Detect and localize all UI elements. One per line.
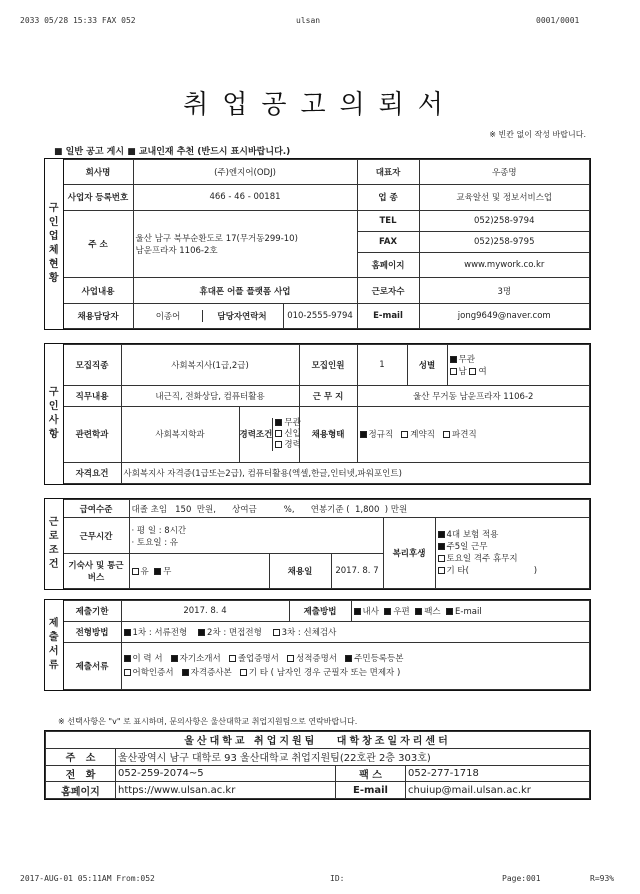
step3-label: 3차 : 신체검사 bbox=[281, 628, 337, 639]
duty-label: 직무내용 bbox=[63, 385, 121, 406]
gender-male-checkbox[interactable] bbox=[450, 368, 457, 375]
center-fax-label: 팩 스 bbox=[336, 765, 406, 782]
doc-other-label: 기 타 ( 남자인 경우 군필자 또는 면제자 ) bbox=[248, 668, 401, 679]
fax-header-center: ulsan bbox=[296, 16, 321, 25]
start-value: 2017. 8. 7 bbox=[331, 553, 383, 588]
docs-label: 제출서류 bbox=[63, 643, 121, 690]
center-email-value[interactable]: chuiup@mail.ulsan.ac.kr bbox=[406, 782, 590, 799]
welfare-other-checkbox[interactable] bbox=[438, 567, 445, 574]
gender-options bbox=[447, 345, 589, 386]
fax-footer-left: 2017-AUG-01 05:11AM From:052 bbox=[20, 874, 155, 883]
exp-career-label: 경력 bbox=[284, 439, 301, 450]
fax-header-right: 0001/0001 bbox=[536, 16, 580, 25]
web-value: www.mywork.co.kr bbox=[419, 253, 589, 278]
hire-label: 채용형태 bbox=[299, 407, 357, 463]
duty-value: 내근직, 전화상담, 컴퓨터활용 bbox=[121, 385, 299, 406]
dorm-no-label: 무 bbox=[163, 566, 172, 577]
hire-regular-label: 정규직 bbox=[368, 430, 394, 441]
gender-any-label: 무관 bbox=[458, 354, 475, 365]
reg-label: 사업자 등록번호 bbox=[63, 185, 133, 210]
work-label: 사업내용 bbox=[63, 278, 133, 303]
hire-contract-checkbox[interactable] bbox=[401, 431, 408, 438]
addr-line1: 울산 남구 북부순환도로 17(무거동299-10) bbox=[135, 233, 298, 244]
tel-value: 052)258-9794 bbox=[419, 210, 589, 231]
method-email-label: E-mail bbox=[455, 607, 482, 618]
email-value: jong9649@naver.com bbox=[419, 303, 589, 328]
exp-career-checkbox[interactable] bbox=[275, 441, 282, 448]
company-name: (주)엔지어(ODJ) bbox=[133, 160, 357, 185]
fax-label: FAX bbox=[357, 231, 419, 252]
doc-resident-label: 주민등록등본 bbox=[354, 654, 404, 665]
center-tel-value: 052-259-2074~5 bbox=[116, 765, 336, 782]
fax-value: 052)258-9795 bbox=[419, 231, 589, 252]
start-label: 채용일 bbox=[269, 553, 331, 588]
method-post-checkbox[interactable] bbox=[384, 608, 391, 615]
doc-grad-checkbox[interactable] bbox=[229, 655, 236, 662]
center-tel-label: 전 화 bbox=[46, 765, 116, 782]
center-fax-value: 052-277-1718 bbox=[406, 765, 590, 782]
biz-value: 교육알선 및 정보서비스업 bbox=[419, 185, 589, 210]
fax-footer-ratio: R=93% bbox=[590, 874, 615, 883]
hours-label: 근무시간 bbox=[63, 518, 129, 553]
addr-value bbox=[133, 210, 357, 278]
exp-any-checkbox[interactable] bbox=[275, 419, 282, 426]
hire-dispatch-checkbox[interactable] bbox=[443, 431, 450, 438]
doc-language-checkbox[interactable] bbox=[124, 669, 131, 676]
conditions-section bbox=[44, 498, 591, 590]
hire-regular-checkbox[interactable] bbox=[360, 431, 367, 438]
doc-grad-label: 졸업증명서 bbox=[237, 654, 279, 665]
doc-grades-label: 성적증명서 bbox=[296, 654, 338, 665]
method-options bbox=[351, 601, 590, 622]
dorm-yes-label: 유 bbox=[140, 566, 149, 577]
hire-contract-label: 계약직 bbox=[410, 430, 435, 441]
dorm-yes-checkbox[interactable] bbox=[132, 568, 139, 575]
place-label: 근 무 지 bbox=[299, 385, 357, 406]
welfare-insurance-checkbox[interactable] bbox=[438, 531, 445, 538]
contact-combined bbox=[133, 303, 283, 328]
method-email-checkbox[interactable] bbox=[446, 608, 453, 615]
exp-any-label: 무관 bbox=[284, 417, 301, 428]
gender-female-label: 여 bbox=[478, 366, 487, 377]
work-value: 휴대폰 어플 플랫폼 사업 bbox=[133, 278, 357, 303]
staff-value: 3명 bbox=[419, 278, 589, 303]
page-title: 취업공고의뢰서 bbox=[183, 90, 457, 120]
major-value: 사회복지학과 bbox=[121, 407, 239, 463]
pay-label: 급여수준 bbox=[63, 500, 129, 518]
dorm-no-checkbox[interactable] bbox=[154, 568, 161, 575]
exp-label bbox=[239, 407, 299, 463]
doc-license-label: 자격증사본 bbox=[190, 668, 232, 679]
job-type-value: 사회복지사(1급,2급) bbox=[121, 345, 299, 386]
hours-weekday: · 평 일 : 8시간 bbox=[131, 525, 187, 536]
company-name-label: 회사명 bbox=[63, 160, 133, 185]
doc-intro-checkbox[interactable] bbox=[171, 655, 178, 662]
company-side-label: 구인업체현황 bbox=[45, 160, 63, 329]
step1-checkbox[interactable] bbox=[124, 629, 131, 636]
process-label: 전형방법 bbox=[63, 622, 121, 643]
contact-note: ※ 선택사항은 "v" 로 표시하며, 문의사항은 울산대학교 취업지원팀으로 연락바랍니다. bbox=[58, 717, 358, 726]
welfare-label: 복리후생 bbox=[383, 518, 435, 589]
submission-side-label: 제출서류 bbox=[45, 601, 63, 690]
method-visit-label: 내사 bbox=[362, 607, 379, 618]
welfare-5day-checkbox[interactable] bbox=[438, 543, 445, 550]
dorm-options bbox=[129, 553, 269, 588]
deadline-value: 2017. 8. 4 bbox=[121, 601, 289, 622]
center-web-value[interactable]: https://www.ulsan.ac.kr bbox=[116, 782, 336, 799]
job-side-label: 구인사항 bbox=[45, 345, 63, 484]
method-fax-label: 팩스 bbox=[424, 607, 441, 618]
step2-label: 2차 : 면접전형 bbox=[207, 628, 262, 639]
welfare-insurance-label: 4대 보험 적용 bbox=[446, 530, 499, 541]
docs-options bbox=[121, 643, 590, 690]
job-section bbox=[44, 343, 591, 485]
contact-value: 이종어 bbox=[155, 311, 181, 322]
welfare-other-label: 기 타( ) bbox=[446, 566, 538, 577]
welfare-5day-label: 주5일 근무 bbox=[446, 542, 488, 553]
gender-label: 성별 bbox=[407, 345, 447, 386]
doc-resident-checkbox[interactable] bbox=[345, 655, 352, 662]
doc-resume-label: 이 력 서 bbox=[132, 654, 163, 665]
center-web-label: 홈페이지 bbox=[46, 782, 116, 799]
exp-new-label: 신입 bbox=[284, 428, 301, 439]
job-type-label: 모집직종 bbox=[63, 345, 121, 386]
fax-footer-page: Page:001 bbox=[502, 874, 541, 883]
doc-intro-label: 자기소개서 bbox=[179, 654, 221, 665]
hire-dispatch-label: 파견직 bbox=[452, 430, 477, 441]
career-center-box bbox=[44, 730, 591, 800]
method-fax-checkbox[interactable] bbox=[415, 608, 422, 615]
count-value: 1 bbox=[357, 345, 407, 386]
step3-checkbox[interactable] bbox=[273, 629, 280, 636]
center-addr-label: 주 소 bbox=[46, 748, 116, 765]
place-value: 울산 무거동 남운프라자 1106-2 bbox=[357, 385, 589, 406]
staff-label: 근로자수 bbox=[357, 278, 419, 303]
email-label: E-mail bbox=[357, 303, 419, 328]
pay-value: 대졸 초임 150 만원, 상여금 %, 연봉기준 ( 1,800 ) 만원 bbox=[129, 500, 590, 518]
hours-saturday: · 토요일 : 유 bbox=[131, 537, 179, 548]
doc-license-checkbox[interactable] bbox=[182, 669, 189, 676]
hours-value bbox=[129, 518, 383, 553]
doc-other-checkbox[interactable] bbox=[240, 669, 247, 676]
rep-label: 대표자 bbox=[357, 160, 419, 185]
phone-value: 010-2555-9794 bbox=[283, 303, 357, 328]
welfare-saturday-checkbox[interactable] bbox=[438, 555, 445, 562]
submission-section bbox=[44, 599, 591, 691]
qual-value: 사회복지사 자격증(1급또는2급), 컴퓨터활용(엑셀,한글,인터넷,파워포인트) bbox=[121, 462, 590, 483]
exp-label-text: 경력조건 bbox=[239, 430, 273, 441]
addr-line2: 남운프라자 1106-2호 bbox=[135, 245, 218, 256]
doc-resume-checkbox[interactable] bbox=[124, 655, 131, 662]
method-label: 제출방법 bbox=[289, 601, 351, 622]
method-visit-checkbox[interactable] bbox=[354, 608, 361, 615]
qual-label: 자격요건 bbox=[63, 462, 121, 483]
contact-label: 채용담당자 bbox=[63, 303, 133, 328]
conditions-side-label: 근로조건 bbox=[45, 500, 63, 589]
web-label: 홈페이지 bbox=[357, 253, 419, 278]
posting-options: ■ 일반 공고 게시 ■ 교내인재 추천 (반드시 표시바랍니다.) bbox=[54, 147, 291, 157]
reg-value: 466 - 46 - 00181 bbox=[133, 185, 357, 210]
deadline-label: 제출기한 bbox=[63, 601, 121, 622]
gender-female-checkbox[interactable] bbox=[469, 368, 476, 375]
doc-language-label: 어학인증서 bbox=[132, 668, 174, 679]
welfare-saturday-label: 토요일 격주 휴무지 bbox=[446, 554, 518, 565]
fax-header-left: 2033 05/28 15:33 FAX 052 bbox=[20, 16, 136, 25]
doc-grades-checkbox[interactable] bbox=[287, 655, 294, 662]
center-email-label: E-mail bbox=[336, 782, 406, 799]
method-post-label: 우편 bbox=[393, 607, 410, 618]
welfare-options bbox=[435, 518, 590, 589]
step2-checkbox[interactable] bbox=[198, 629, 205, 636]
count-label: 모집인원 bbox=[299, 345, 357, 386]
fill-note: ※ 빈칸 없이 작성 바랍니다. bbox=[489, 130, 586, 139]
company-section bbox=[44, 158, 591, 330]
biz-label: 업 종 bbox=[357, 185, 419, 210]
major-label: 관련학과 bbox=[63, 407, 121, 463]
hire-options bbox=[357, 407, 589, 463]
center-addr-value: 울산광역시 남구 대학로 93 울산대학교 취업지원팀(22호관 2층 303호) bbox=[116, 748, 590, 765]
career-center-title: 울산대학교 취업지원팀 대학창조일자리센터 bbox=[46, 732, 590, 749]
addr-label: 주 소 bbox=[63, 210, 133, 278]
fax-footer-id: ID: bbox=[330, 874, 345, 883]
tel-label: TEL bbox=[357, 210, 419, 231]
exp-new-checkbox[interactable] bbox=[275, 430, 282, 437]
step1-label: 1차 : 서류전형 bbox=[132, 628, 188, 639]
process-options bbox=[121, 622, 590, 643]
gender-any-checkbox[interactable] bbox=[450, 356, 457, 363]
gender-male-label: 남 bbox=[458, 366, 467, 377]
dorm-label: 기숙사 및 통근버스 bbox=[63, 553, 129, 588]
exp-options bbox=[272, 418, 300, 451]
rep-value: 우종명 bbox=[419, 160, 589, 185]
phone-label: 담당자연락처 bbox=[202, 310, 282, 322]
